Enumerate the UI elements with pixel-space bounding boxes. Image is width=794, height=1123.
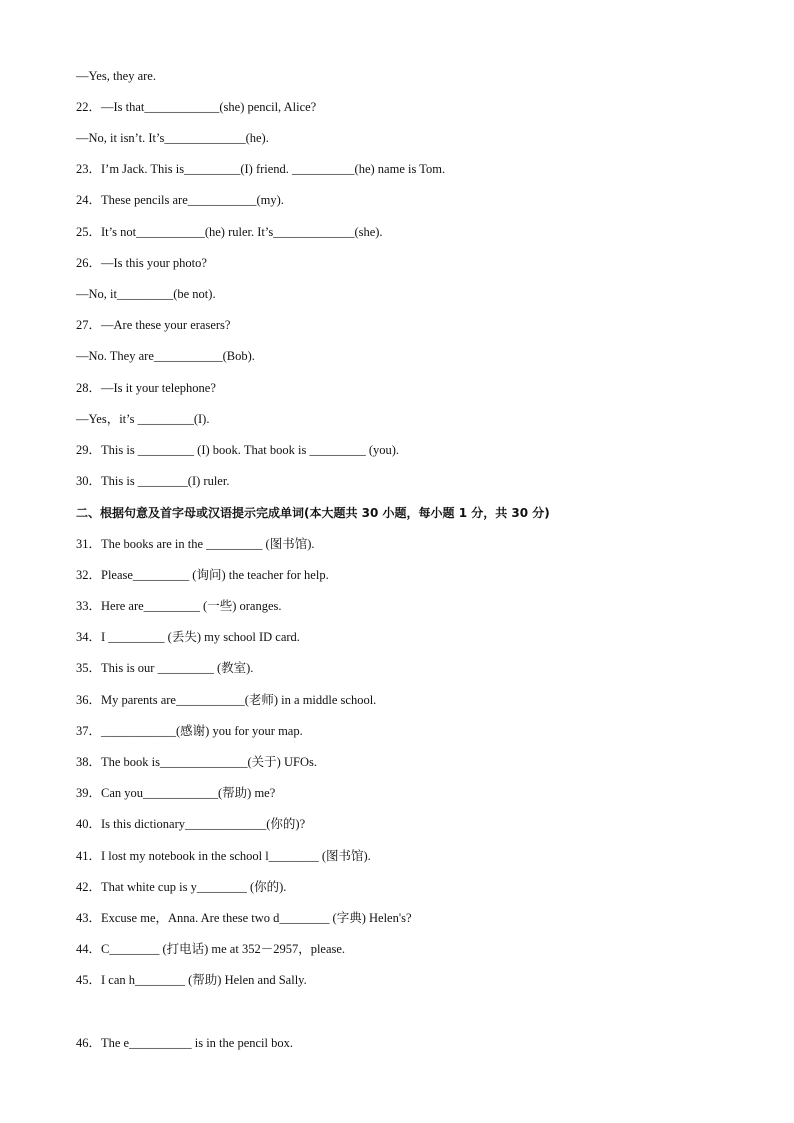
question-46: 46．The e__________ is in the pencil box.	[76, 1036, 293, 1050]
question-44: 44．C________ (打电话) me at 352－2957，please.	[76, 942, 346, 956]
question-27: 27．—Are these your erasers?	[76, 318, 231, 332]
question-33: 33．Here are_________ (一些) oranges.	[76, 599, 282, 613]
question-36: 36．My parents are___________(老师) in a middle school.	[76, 693, 377, 707]
question-24: 24．These pencils are___________(my).	[76, 193, 284, 207]
question-37: 37．____________(感谢) you for your map.	[76, 724, 303, 738]
answer-line: —No, it_________(be not).	[76, 287, 216, 301]
question-25: 25．It’s not___________(he) ruler. It’s_____________(she).	[76, 225, 383, 239]
question-31: 31．The books are in the _________ (图书馆).	[76, 537, 315, 551]
section-heading: 二、根据句意及首字母或汉语提示完成单词(本大题共 30 小题，每小题 1 分，共 30 分)	[76, 506, 550, 520]
question-40: 40．Is this dictionary_____________(你的)?	[76, 817, 306, 831]
question-23: 23．I’m Jack. This is_________(I) friend. __________(he) name is Tom.	[76, 162, 446, 176]
answer-line: —Yes, they are.	[76, 69, 156, 83]
question-29: 29．This is _________ (I) book. That book is _________ (you).	[76, 443, 400, 457]
answer-line: —No, it isn’t. It’s_____________(he).	[76, 131, 269, 145]
question-35: 35．This is our _________ (教室).	[76, 661, 254, 675]
question-26: 26．—Is this your photo?	[76, 256, 207, 270]
question-28: 28．—Is it your telephone?	[76, 381, 216, 395]
question-22: 22．—Is that____________(she) pencil, Alice?	[76, 100, 317, 114]
question-41: 41．I lost my notebook in the school l________ (图书馆).	[76, 849, 371, 863]
answer-line: —Yes，it’s _________(I).	[76, 412, 210, 426]
question-30: 30．This is ________(I) ruler.	[76, 474, 230, 488]
answer-line: —No. They are___________(Bob).	[76, 349, 255, 363]
question-45: 45．I can h________ (帮助) Helen and Sally.	[76, 973, 307, 987]
question-43: 43．Excuse me，Anna. Are these two d________ (字典) Helen's?	[76, 911, 412, 925]
question-34: 34．I _________ (丢失) my school ID card.	[76, 630, 300, 644]
question-38: 38．The book is______________(关于) UFOs.	[76, 755, 317, 769]
question-32: 32．Please_________ (询问) the teacher for help.	[76, 568, 329, 582]
question-42: 42．That white cup is y________ (你的).	[76, 880, 287, 894]
question-39: 39．Can you____________(帮助) me?	[76, 786, 276, 800]
